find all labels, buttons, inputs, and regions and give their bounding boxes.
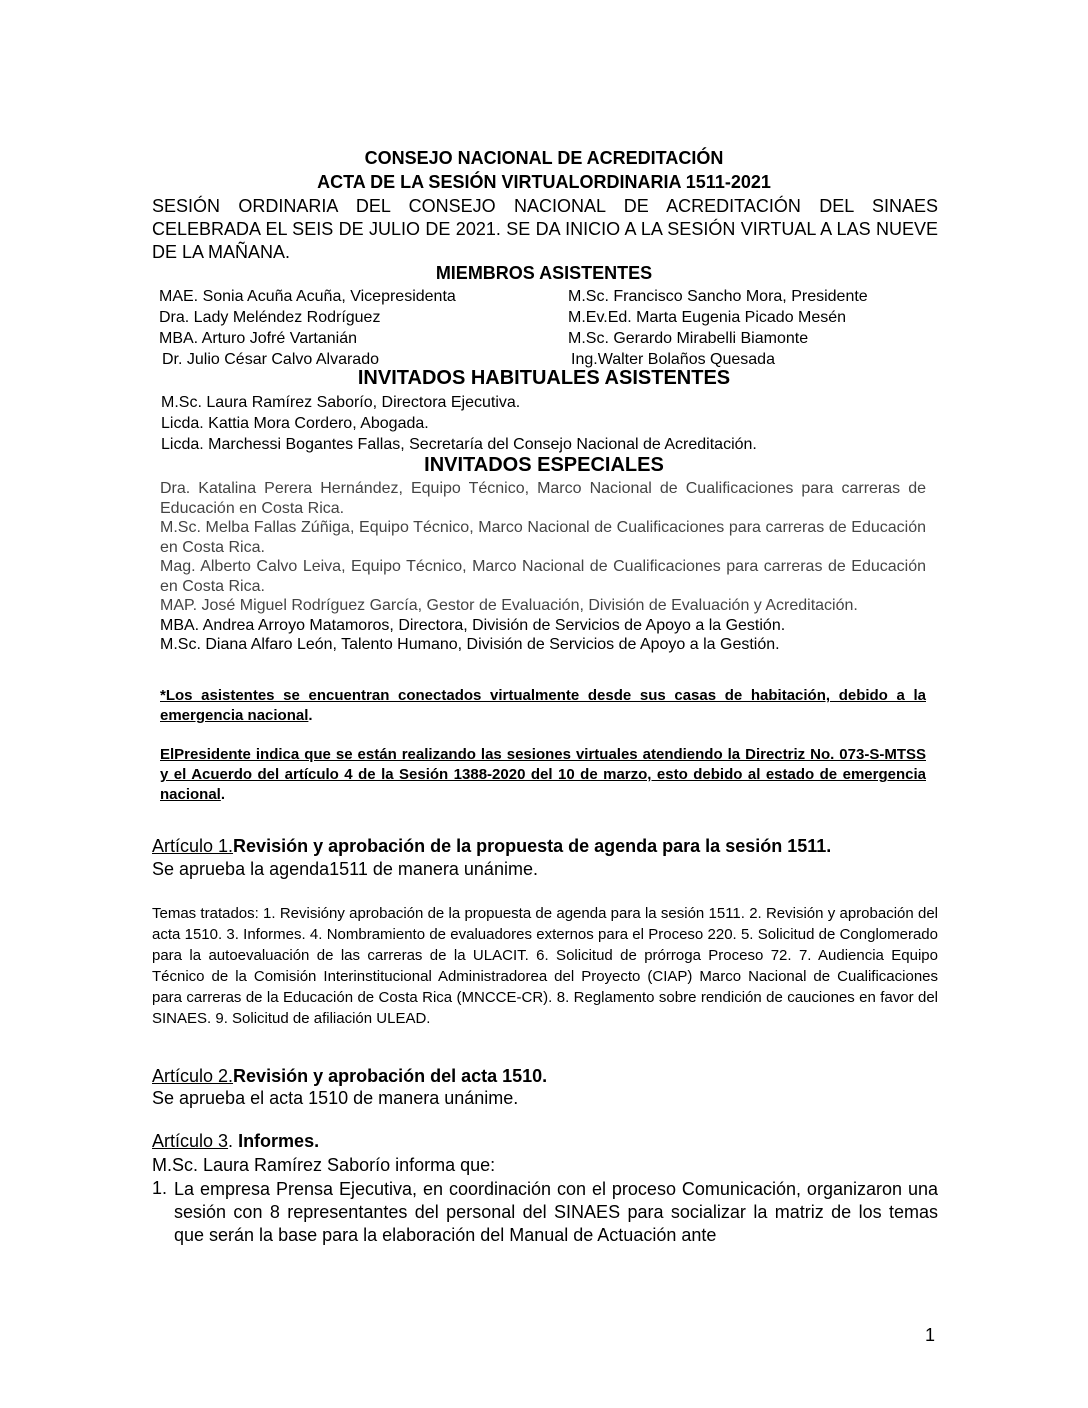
member-name: MBA. Arturo Jofré Vartanián — [159, 330, 358, 347]
special-guests-list — [160, 479, 926, 655]
list-number: 1. — [152, 1178, 168, 1198]
note-text: *Los asistentes se encuentran conectados virtualmente desde sus casas de habitación, debido a la emergencia nacional — [160, 687, 926, 724]
article-title: Informes. — [238, 1131, 320, 1151]
member-name: MAE. Sonia Acuña Acuña, Vicepresidenta — [159, 288, 456, 305]
session-intro: SESIÓN ORDINARIA DEL CONSEJO NACIONAL DE ACREDITACIÓN DEL SINAES CELEBRADA EL SEIS DE JULIO DE 2021. SE DA INICIO A LA SESIÓN VIRTUAL A LAS NUEVE DE LA MAÑANA. — [152, 196, 938, 262]
article-1-heading — [152, 836, 831, 857]
article-label: Artículo 3 — [152, 1131, 229, 1151]
report-item-1 — [152, 1178, 938, 1247]
article-sep: . — [228, 1131, 239, 1151]
article-label: Artículo 1. — [152, 836, 234, 856]
article-title: Revisión y aprobación de la propuesta de agenda para la sesión 1511. — [233, 836, 832, 856]
article-title: Revisión y aprobación del acta 1510. — [233, 1066, 548, 1086]
regular-guests-list — [161, 392, 757, 455]
note-end: . — [308, 707, 313, 724]
report-text: La empresa Prensa Ejecutiva, en coordinación con el proceso Comunicación, organizaron una sesión con 8 representantes del personal del SINAES para socializar la matriz de los temas que serán la base para la elaboración del Manual de Actuación ante — [174, 1179, 938, 1245]
member-name: Dr. Julio César Calvo Alvarado — [162, 351, 379, 368]
guest-item: M.Sc. Melba Fallas Zúñiga, Equipo Técnico, Marco Nacional de Cualificaciones para carreras de Educación en Costa Rica. — [160, 519, 926, 556]
article-1-text: Se aprueba la agenda1511 de manera unánime. — [152, 859, 538, 879]
special-guests-heading: INVITADOS ESPECIALES — [424, 454, 664, 476]
article-label: Artículo 2. — [152, 1066, 234, 1086]
article-1-topics: Temas tratados: 1. Revisióny aprobación de la propuesta de agenda para la sesión 1511. 2. Revisión y aprobación del acta 1510. 3. Informes. 4. Nombramiento de evaluadores externos para el Proceso 220. 5. Solicitud de Conglomerado para la autoevaluación de las carreras de la ULACIT. 6. Solicitud de prórroga Proceso 72. 7. Audiencia Equipo Técnico de la Comisión Interinstitucional Administradorea del Proyecto (CIAP) Marco Nacional de Cualificaciones para carreras de la Educación de Costa Rica (MNCCE-CR). 8. Reglamento sobre rendición de cauciones en favor del SINAES. 9. Solicitud de afiliación ULEAD. — [152, 905, 938, 1027]
article-2-text: Se aprueba el acta 1510 de manera unánime. — [152, 1088, 519, 1108]
page-number: 1 — [925, 1325, 936, 1345]
guest-item: Licda. Kattia Mora Cordero, Abogada. — [161, 415, 429, 432]
member-name: M.Ev.Ed. Marta Eugenia Picado Mesén — [568, 309, 847, 326]
council-title: CONSEJO NACIONAL DE ACREDITACIÓN — [364, 148, 724, 168]
session-title: ACTA DE LA SESIÓN VIRTUALORDINARIA 1511-2021 — [317, 172, 771, 192]
note-text: ElPresidente indica que se están realizando las sesiones virtuales atendiendo la Directriz No. 073-S-MTSS y el Acuerdo del artículo 4 de la Sesión 1388-2020 del 10 de marzo, esto debido al estado de emergencia nacional — [160, 746, 926, 803]
members-left-column — [159, 286, 456, 370]
member-name: M.Sc. Francisco Sancho Mora, Presidente — [568, 288, 868, 305]
guest-item: MBA. Andrea Arroyo Matamoros, Directora, División de Servicios de Apoyo a la Gestión. — [160, 616, 786, 634]
guest-item: Mag. Alberto Calvo Leiva, Equipo Técnico, Marco Nacional de Cualificaciones para carreras de Educación en Costa Rica. — [160, 558, 926, 595]
article-3-heading — [152, 1131, 319, 1152]
members-right-column — [568, 286, 868, 370]
guest-item: M.Sc. Laura Ramírez Saborío, Directora Ejecutiva. — [161, 394, 521, 411]
president-note — [160, 745, 926, 805]
article-3-intro: M.Sc. Laura Ramírez Saborío informa que: — [152, 1155, 496, 1175]
members-heading: MIEMBROS ASISTENTES — [435, 263, 653, 283]
note-end: . — [220, 786, 226, 803]
guest-item: MAP. José Miguel Rodríguez García, Gestor de Evaluación, División de Evaluación y Acreditación. — [160, 597, 858, 614]
guest-item: Dra. Katalina Perera Hernández, Equipo Técnico, Marco Nacional de Cualificaciones para carreras de Educación en Costa Rica. — [160, 480, 926, 517]
article-2-heading — [152, 1066, 547, 1087]
member-name: M.Sc. Gerardo Mirabelli Biamonte — [568, 330, 809, 347]
regular-guests-heading: INVITADOS HABITUALES ASISTENTES — [357, 367, 731, 389]
guest-item: M.Sc. Diana Alfaro León, Talento Humano, División de Servicios de Apoyo a la Gestión. — [160, 636, 780, 653]
member-name: Ing.Walter Bolaños Quesada — [571, 351, 775, 368]
member-name: Dra. Lady Meléndez Rodríguez — [159, 309, 381, 326]
virtual-attendance-note — [160, 686, 926, 726]
guest-item: Licda. Marchessi Bogantes Fallas, Secretaría del Consejo Nacional de Acreditación. — [161, 436, 757, 453]
